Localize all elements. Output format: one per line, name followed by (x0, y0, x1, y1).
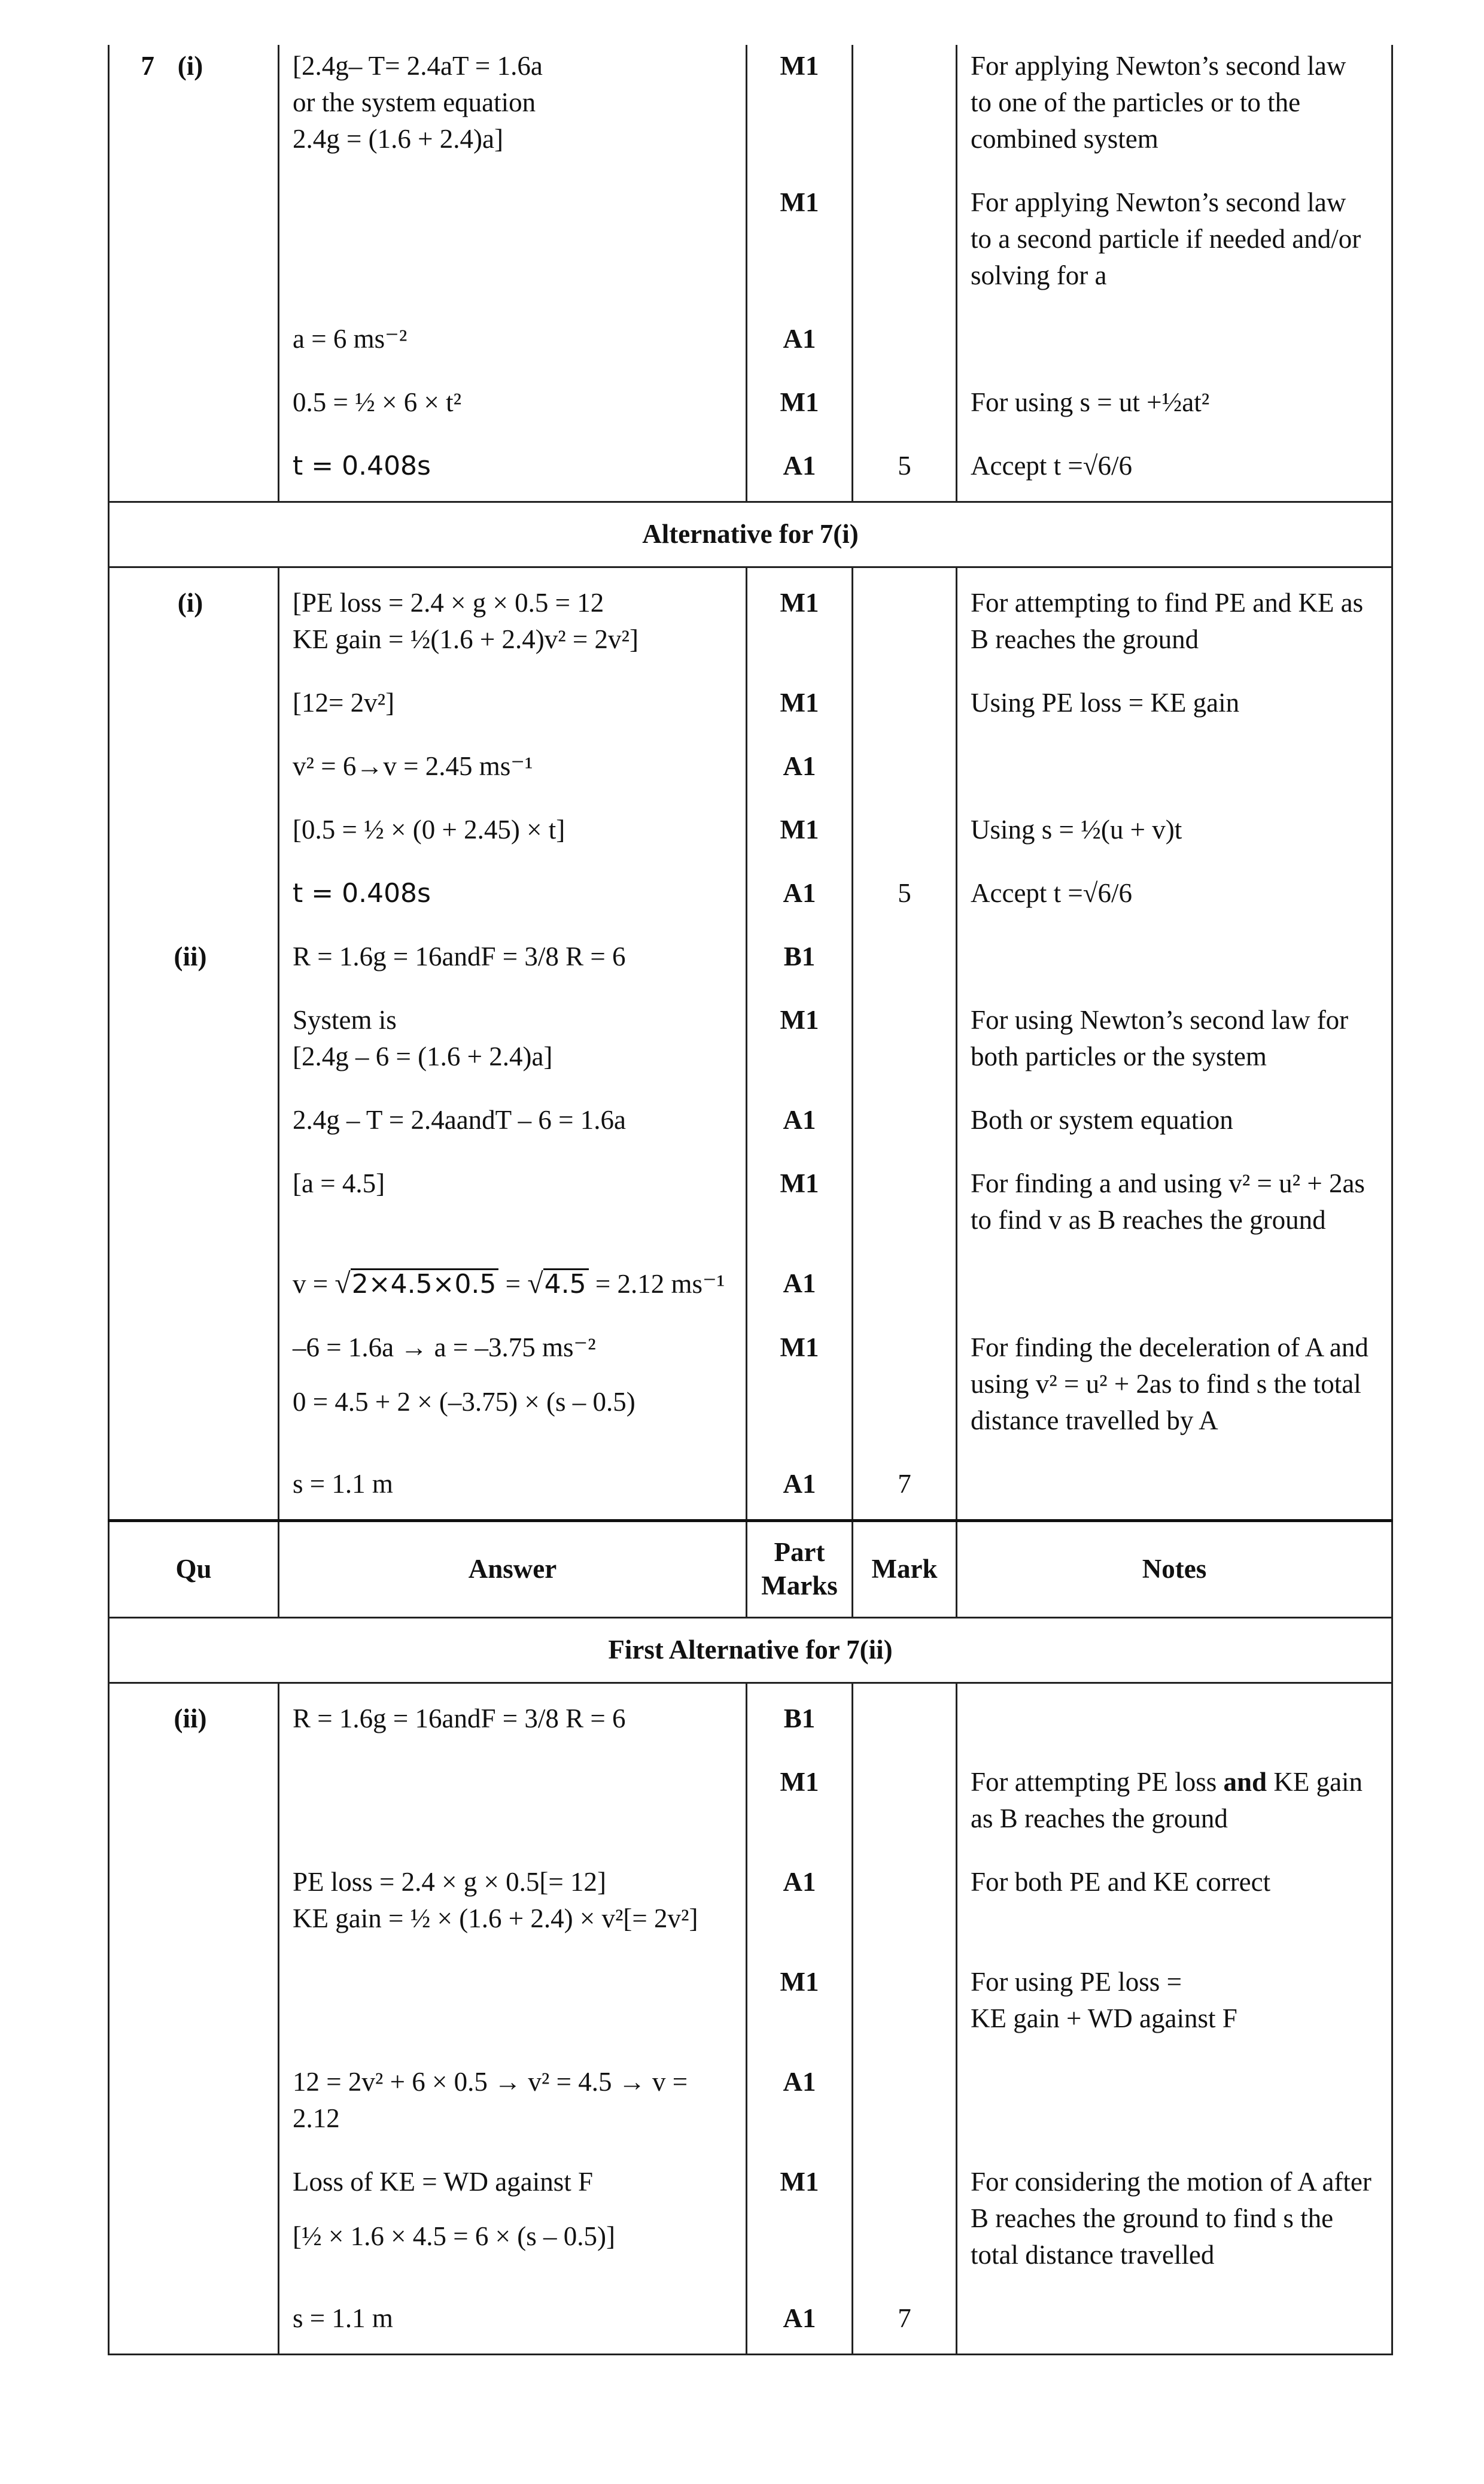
part-mark: M1 (747, 384, 853, 448)
answer-cell: 2.4g – T = 2.4aandT – 6 = 1.6a (279, 1102, 747, 1165)
note: Using s = ½(u + v)t (957, 812, 1392, 875)
part-mark: M1 (747, 1165, 853, 1265)
question-label (109, 45, 279, 184)
mark-scheme-sheet (108, 45, 1391, 2355)
answer-cell (279, 184, 747, 321)
table-row (109, 1964, 1392, 2064)
table-row (109, 1329, 1392, 1466)
banner-text: Alternative for 7(i) (109, 502, 1392, 567)
question-label (109, 939, 279, 1002)
header-mark: Mark (853, 1521, 957, 1618)
answer-cell (279, 45, 747, 184)
header-notes: Notes (957, 1521, 1392, 1618)
part-mark: M1 (747, 812, 853, 875)
note: Accept t =√6/6 (957, 875, 1392, 939)
part-mark: B1 (747, 1683, 853, 1765)
part-mark: M1 (747, 567, 853, 685)
note: For considering the motion of A after B reaches the ground to find s the total distance travelled (957, 2164, 1392, 2300)
table-row (109, 1764, 1392, 1864)
part-mark: B1 (747, 939, 853, 1002)
table-row (109, 184, 1392, 321)
answer-cell: –6 = 1.6a → a = –3.75 ms⁻² 0 = 4.5 + 2 × (–3.75) × (s – 0.5) (279, 1329, 747, 1466)
header-part-marks: Part Marks (747, 1521, 853, 1618)
part-label: (i) (177, 51, 203, 81)
part-mark: A1 (747, 1864, 853, 1964)
answer-cell: [0.5 = ½ × (0 + 2.45) × t] (279, 812, 747, 875)
table-row (109, 2064, 1392, 2164)
part-mark: M1 (747, 1329, 853, 1466)
answer-line: or the system equation (293, 87, 536, 117)
part-mark: A1 (747, 321, 853, 384)
table-row (109, 748, 1392, 812)
answer-cell: PE loss = 2.4 × g × 0.5[= 12] KE gain = ½ × (1.6 + 2.4) × v²[= 2v²] (279, 1864, 747, 1964)
banner-text: First Alternative for 7(ii) (109, 1618, 1392, 1683)
table-row (109, 1102, 1392, 1165)
radicand: 2×4.5×0.5 (351, 1268, 499, 1299)
section-banner (109, 1618, 1392, 1683)
note: For finding a and using v² = u² + 2as to find v as B reaches the ground (957, 1165, 1392, 1265)
part-label: (ii) (174, 1703, 207, 1733)
table-row (109, 1265, 1392, 1329)
question-label (109, 1683, 279, 1765)
answer-cell: R = 1.6g = 16andF = 3/8 R = 6 (279, 939, 747, 1002)
note: For finding the deceleration of A and using v² = u² + 2as to find s the total distance travelled by A (957, 1329, 1392, 1466)
note: For using Newton’s second law for both particles or the system (957, 1002, 1392, 1102)
table-row (109, 1002, 1392, 1102)
mark-cell (853, 45, 957, 184)
total-mark: 7 (853, 2300, 957, 2355)
emphasis: and (1223, 1767, 1267, 1797)
header-qu: Qu (109, 1521, 279, 1618)
note: For applying Newton’s second law to a second particle if needed and/or solving for a (957, 184, 1392, 321)
question-label (109, 567, 279, 685)
note: For attempting to find PE and KE as B reaches the ground (957, 567, 1392, 685)
radicand: 4.5 (543, 1268, 589, 1299)
note: Both or system equation (957, 1102, 1392, 1165)
answer-cell: [12= 2v²] (279, 685, 747, 748)
part-mark: A1 (747, 2300, 853, 2355)
part-mark: A1 (747, 1102, 853, 1165)
table-row (109, 321, 1392, 384)
total-mark: 5 (853, 875, 957, 939)
part-label: (i) (177, 588, 203, 618)
answer-cell: s = 1.1 m (279, 2300, 747, 2355)
answer-cell: 0.5 = ½ × 6 × t² (279, 384, 747, 448)
answer-cell: System is [2.4g – 6 = (1.6 + 2.4)a] (279, 1002, 747, 1102)
part-mark: M1 (747, 1002, 853, 1102)
answer-cell: t = 0.408s (279, 448, 747, 502)
part-mark: M1 (747, 1764, 853, 1864)
table-row (109, 2300, 1392, 2355)
part-mark: M1 (747, 184, 853, 321)
answer-cell: 12 = 2v² + 6 × 0.5 → v² = 4.5 → v = 2.12 (279, 2064, 747, 2164)
header-answer: Answer (279, 1521, 747, 1618)
table-row (109, 384, 1392, 448)
table-row (109, 1466, 1392, 1521)
table-row (109, 812, 1392, 875)
part-mark: M1 (747, 45, 853, 184)
part-mark: A1 (747, 1466, 853, 1521)
total-mark: 7 (853, 1466, 957, 1521)
answer-cell: v = √2×4.5×0.5 = √4.5 = 2.12 ms⁻¹ (279, 1265, 747, 1329)
answer-cell: t = 0.408s (279, 875, 747, 939)
table-row (109, 1683, 1392, 1765)
answer-cell: [PE loss = 2.4 × g × 0.5 = 12 KE gain = ½(1.6 + 2.4)v² = 2v²] (279, 567, 747, 685)
mark-scheme-table (108, 45, 1393, 2355)
table-row (109, 448, 1392, 502)
note: For attempting PE loss and KE gain as B reaches the ground (957, 1764, 1392, 1864)
note: For applying Newton’s second law to one of the particles or to the combined system (957, 45, 1392, 184)
part-mark: A1 (747, 875, 853, 939)
part-mark: M1 (747, 685, 853, 748)
table-row (109, 1864, 1392, 1964)
answer-line: 2.4g = (1.6 + 2.4)a] (293, 124, 503, 154)
note: For using PE loss = KE gain + WD against F (957, 1964, 1392, 2064)
table-row (109, 2164, 1392, 2300)
table-row (109, 45, 1392, 184)
answer-cell: a = 6 ms⁻² (279, 321, 747, 384)
note: Using PE loss = KE gain (957, 685, 1392, 748)
table-row (109, 1165, 1392, 1265)
note: For both PE and KE correct (957, 1864, 1392, 1964)
table-row (109, 875, 1392, 939)
part-mark: A1 (747, 1265, 853, 1329)
total-mark: 5 (853, 448, 957, 502)
table-row (109, 567, 1392, 685)
part-label: (ii) (174, 942, 207, 971)
table-header-row (109, 1521, 1392, 1618)
table-row (109, 939, 1392, 1002)
answer-cell: [a = 4.5] (279, 1165, 747, 1265)
part-mark: A1 (747, 448, 853, 502)
part-mark: M1 (747, 1964, 853, 2064)
note: For using s = ut +½at² (957, 384, 1392, 448)
part-mark: A1 (747, 2064, 853, 2164)
answer-cell: v² = 6→v = 2.45 ms⁻¹ (279, 748, 747, 812)
note: Accept t =√6/6 (957, 448, 1392, 502)
answer-cell: Loss of KE = WD against F [½ × 1.6 × 4.5 = 6 × (s – 0.5)] (279, 2164, 747, 2300)
part-mark: A1 (747, 748, 853, 812)
table-row (109, 685, 1392, 748)
section-banner (109, 502, 1392, 567)
answer-cell: s = 1.1 m (279, 1466, 747, 1521)
answer-line: [2.4g– T= 2.4aT = 1.6a (293, 51, 543, 81)
question-number: 7 (141, 51, 154, 81)
part-mark: M1 (747, 2164, 853, 2300)
answer-cell: R = 1.6g = 16andF = 3/8 R = 6 (279, 1683, 747, 1765)
